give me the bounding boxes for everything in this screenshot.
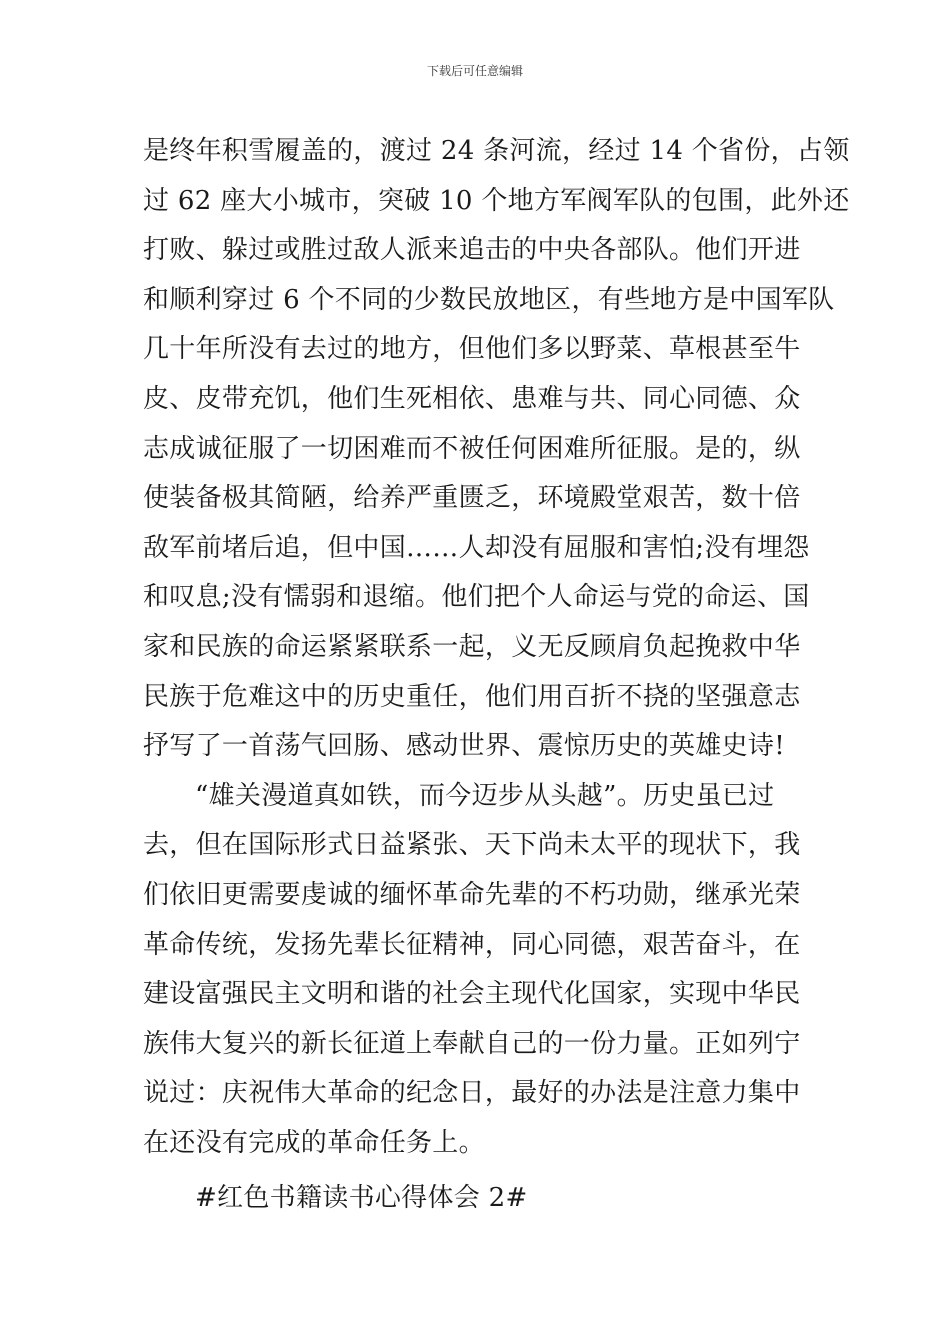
text-line-18: 建设富强民主文明和谐的社会主现代化国家，实现中华民 bbox=[143, 979, 801, 1010]
text-line-13: 抒写了一首荡气回肠、感动世界、震惊历史的英雄史诗! bbox=[143, 731, 785, 762]
text-line-20: 说过：庆祝伟大革命的纪念日，最好的办法是注意力集中 bbox=[143, 1078, 801, 1109]
page-header-note: 下载后可任意编辑 bbox=[426, 64, 523, 78]
text-line-17: 革命传统，发扬先辈长征精神，同心同德，艰苦奋斗，在 bbox=[143, 929, 801, 960]
text-line-21: 在还没有完成的革命任务上。 bbox=[143, 1127, 485, 1158]
paragraph-start-line: “雄关漫道真如铁，而今迈步从头越”。历史虽已过 bbox=[195, 780, 775, 811]
text-line-2: 过 62 座大小城市，突破 10 个地方军阀军队的包围，此外还 bbox=[143, 185, 850, 216]
text-line-16: 们依旧更需要虔诚的缅怀革命先辈的不朽功勋，继承光荣 bbox=[143, 879, 801, 910]
text-line-15: 去，但在国际形式日益紧张、天下尚未太平的现状下，我 bbox=[143, 830, 801, 861]
text-line-4: 和顺利穿过 6 个不同的少数民放地区，有些地方是中国军队 bbox=[143, 284, 835, 315]
text-line-1: 是终年积雪履盖的，渡过 24 条河流，经过 14 个省份，占领 bbox=[143, 136, 850, 166]
text-line-10: 和叹息;没有懦弱和退缩。他们把个人命运与党的命运、国 bbox=[143, 582, 810, 613]
text-line-9: 敌军前堵后追，但中国……人却没有屈服和害怕;没有埋怨 bbox=[143, 532, 810, 563]
text-line-12: 民族于危难这中的历史重任，他们用百折不挠的坚强意志 bbox=[143, 681, 801, 712]
section-heading: #红色书籍读书心得体会 2# bbox=[195, 1183, 528, 1214]
text-line-11: 家和民族的命运紧紧联系一起，义无反顾肩负起挽救中华 bbox=[143, 631, 801, 662]
text-line-8: 使装备极其简陋，给养严重匮乏，环境殿堂艰苦，数十倍 bbox=[143, 483, 801, 514]
text-line-7: 志成诚征服了一切困难而不被任何困难所征服。是的，纵 bbox=[143, 433, 801, 464]
text-line-6: 皮、皮带充饥，他们生死相依、患难与共、同心同德、众 bbox=[143, 383, 801, 414]
text-line-19: 族伟大复兴的新长征道上奉献自己的一份力量。正如列宁 bbox=[143, 1028, 801, 1059]
text-line-3: 打败、躲过或胜过敌人派来追击的中央各部队。他们开进 bbox=[143, 235, 801, 266]
document-body bbox=[143, 127, 850, 1224]
text-line-5: 几十年所没有去过的地方，但他们多以野菜、草根甚至牛 bbox=[143, 334, 801, 365]
